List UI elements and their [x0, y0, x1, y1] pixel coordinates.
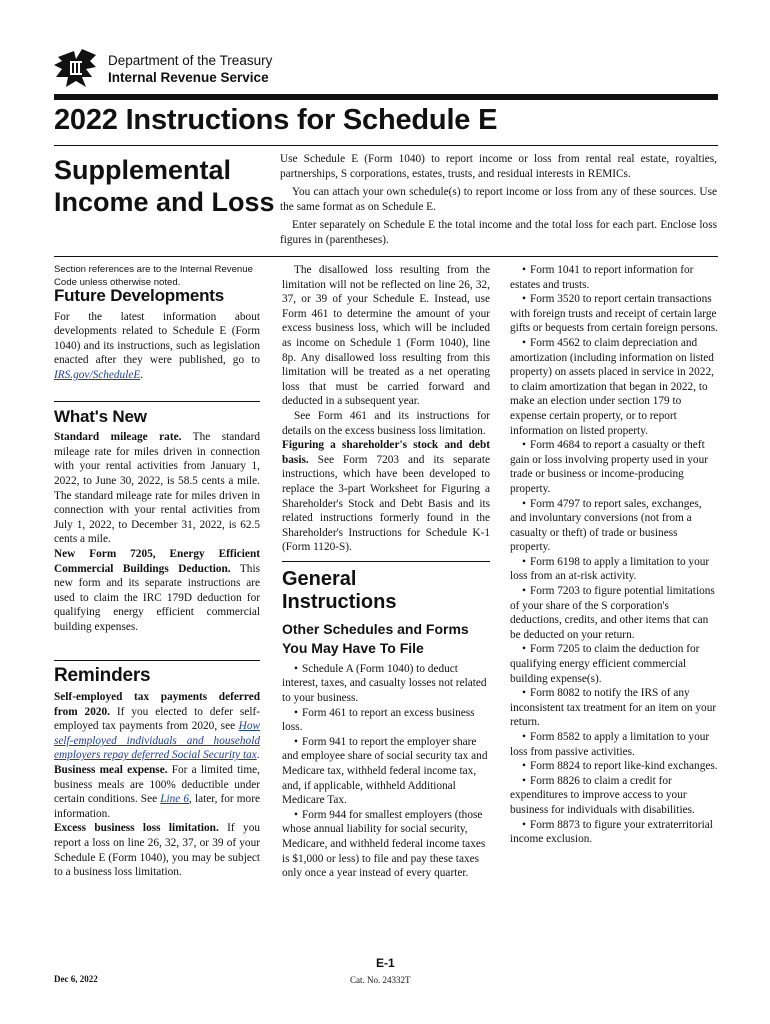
list-item: • Form 944 for smallest employers (those whose annual liability for social security, Medicare, and withheld federal income taxes is $1,000 or less) to file and pay these taxes only once a year instead of every quarter.	[282, 808, 490, 881]
forms-list	[282, 662, 490, 881]
reminders-heading: Reminders	[54, 665, 151, 687]
body-text: This new form and its separate instructions are used to claim the IRC 179D deduction for qualifying energy efficient commercial building expenses.	[54, 562, 260, 633]
future-developments-heading: Future Developments	[54, 286, 225, 305]
list-item: • Form 8873 to figure your extraterritorial income exclusion.	[510, 818, 718, 847]
form7205-lead: New Form 7205, Energy Efficient Commercial Buildings Deduction.	[54, 547, 260, 575]
disallowed-paragraph: The disallowed loss resulting from the limitation will not be reflected on line 26, 32, 37, or 39 of your Schedule E. Instead, use Form 461 to determine the amount of your excess business loss, which will be included as income on Schedule 1 (Form 1040), line 8p. Any disallowed loss resulting from this limitation will be treated as a net operating loss that must be carried forward and deducted in a subsequent year.	[282, 264, 490, 408]
intro-paragraph: Enter separately on Schedule E the total income and the total loss for each part. Enclose loss figures in (parentheses).	[280, 219, 717, 246]
header-rule	[54, 94, 718, 100]
list-item: • Form 8824 to report like-kind exchanges.	[510, 759, 718, 774]
divider	[54, 660, 260, 661]
see-461-paragraph: See Form 461 and its instructions for details on the excess business loss limitation.	[282, 409, 490, 437]
agency-name: Department of the Treasury	[108, 53, 273, 68]
page-subtitle	[54, 154, 275, 218]
list-item: • Form 1041 to report information for estates and trusts.	[510, 263, 718, 292]
heading-line: Instructions	[282, 590, 397, 613]
body-text: .	[140, 368, 144, 381]
basis-paragraph	[282, 438, 490, 555]
intro-paragraph: Use Schedule E (Form 1040) to report income or loss from rental real estate, royalties, partnerships, S corporations, estates, trusts, and residual interests in REMICs.	[280, 153, 717, 180]
column-left	[54, 263, 260, 880]
list-item: • Form 8082 to notify the IRS of any inconsistent tax treatment for an item on your return.	[510, 686, 718, 730]
list-item: • Form 8582 to apply a limitation to your loss from passive activities.	[510, 730, 718, 759]
page-number: E-1	[376, 956, 395, 970]
list-item: • Form 4797 to report sales, exchanges, and involuntary conversions (not from a casualty or theft) of trade or business property.	[510, 497, 718, 555]
title-divider	[54, 145, 718, 146]
list-item: • Form 7205 to claim the deduction for qualifying energy efficient commercial building expense(s).	[510, 642, 718, 686]
list-item: • Form 6198 to apply a limitation to your loss from an at-risk activity.	[510, 555, 718, 584]
general-instructions-heading	[282, 568, 490, 614]
body-text: If you report a loss on line 26, 32, 37, or 39 of your Schedule E (Form 1040), you may be subject to a business loss limitation.	[54, 822, 260, 879]
form7205-paragraph	[54, 547, 260, 635]
footer-date: Dec 6, 2022	[54, 974, 98, 984]
intro-text	[280, 152, 717, 251]
section-divider	[54, 256, 718, 257]
catalog-number: Cat. No. 24332T	[350, 975, 411, 985]
excess-paragraph	[54, 821, 260, 879]
body-text: For the latest information about developments related to Schedule E (Form 1040) and its instructions, such as legislation enacted after they were published, go to	[54, 310, 260, 367]
meal-lead: Business meal expense.	[54, 764, 168, 777]
divider	[54, 401, 260, 402]
meal-paragraph	[54, 763, 260, 821]
excess-lead: Excess business loss limitation.	[54, 822, 219, 835]
body-text: The standard mileage rate for miles driven in connection with your rental activities from January 1, 2022, to June 30, 2022, is 58.5 cents a mile. The standard mileage rate for miles driven in connection with your rental activities from July 1, 2022, to December 31, 2022, is 62.5 cents a mile.	[54, 431, 260, 546]
list-item: • Form 8826 to claim a credit for expenditures to improve access to your business for individuals with disabilities.	[510, 774, 718, 818]
deferred-tax-link[interactable]: How self-employed individuals and household employers repay deferred Social Security tax	[54, 720, 260, 762]
subtitle-line: Supplemental	[54, 155, 232, 185]
forms-list	[510, 263, 718, 847]
line-6-link[interactable]: Line 6	[160, 793, 190, 806]
list-item: • Schedule A (Form 1040) to deduct interest, taxes, and casualty losses not related to your business.	[282, 662, 490, 706]
list-item: • Form 7203 to figure potential limitations of your share of the S corporation's deductions, credits, and other items that can be deducted on your return.	[510, 584, 718, 642]
irs-schedule-e-link[interactable]: IRS.gov/ScheduleE	[54, 368, 141, 381]
body-text: For a limited time, business meals are 100% deductible under certain conditions. See	[54, 764, 260, 806]
column-middle	[282, 263, 490, 881]
list-item: • Form 461 to report an excess business loss.	[282, 706, 490, 735]
body-text: , later, for more information.	[54, 793, 260, 820]
subtitle-line: Income and Loss	[54, 187, 275, 217]
whats-new-heading: What's New	[54, 406, 147, 426]
list-item: • Form 3520 to report certain transactions with foreign trusts and receipt of certain large gifts or bequests from certain foreign persons.	[510, 292, 718, 336]
list-item: • Form 941 to report the employer share and employee share of social security tax and Medicare tax, withheld federal income tax, and, if applicable, withheld Additional Medicare Tax.	[282, 735, 490, 808]
mileage-lead: Standard mileage rate.	[54, 431, 182, 444]
divider	[282, 561, 490, 562]
future-developments-text	[54, 310, 260, 383]
irs-eagle-logo-icon	[52, 47, 100, 91]
column-right	[510, 263, 718, 847]
body-text: See Form 7203 and its separate instructions, which have been developed to replace the 3-part Worksheet for Figuring a Shareholder's Stock and Debt Basis and its related instructions formerly found in the Shareholder's Instructions for Schedule K-1 (Form 1120-S).	[282, 453, 490, 554]
basis-lead: Figuring a shareholder's stock and debt basis.	[282, 439, 490, 466]
mileage-paragraph	[54, 430, 260, 547]
body-text: If you elected to defer self-employed tax payments from 2020, see	[54, 705, 260, 733]
other-schedules-heading: Other Schedules and Forms You May Have To File	[282, 620, 469, 656]
list-item: • Form 4562 to claim depreciation and amortization (including information on listed property) on assets placed in service in 2022, to claim amortization that began in 2022, to make an election under section 179 to expense certain property, or to report information on listed property.	[510, 336, 718, 438]
body-text: .	[256, 749, 260, 762]
agency-subname: Internal Revenue Service	[108, 70, 269, 85]
selfemp-lead: Self-employed tax payments deferred from 2020.	[54, 691, 260, 718]
selfemp-paragraph	[54, 690, 260, 763]
intro-paragraph: You can attach your own schedule(s) to report income or loss from any of these sources. Use the same format as on Schedule E.	[280, 186, 717, 213]
page-title: 2022 Instructions for Schedule E	[54, 104, 498, 136]
heading-line: General	[282, 567, 357, 590]
section-reference-note: Section references are to the Internal Revenue Code unless otherwise noted.	[54, 264, 253, 288]
list-item: • Form 4684 to report a casualty or theft gain or loss involving property used in your trade or business or income-producing property.	[510, 438, 718, 496]
